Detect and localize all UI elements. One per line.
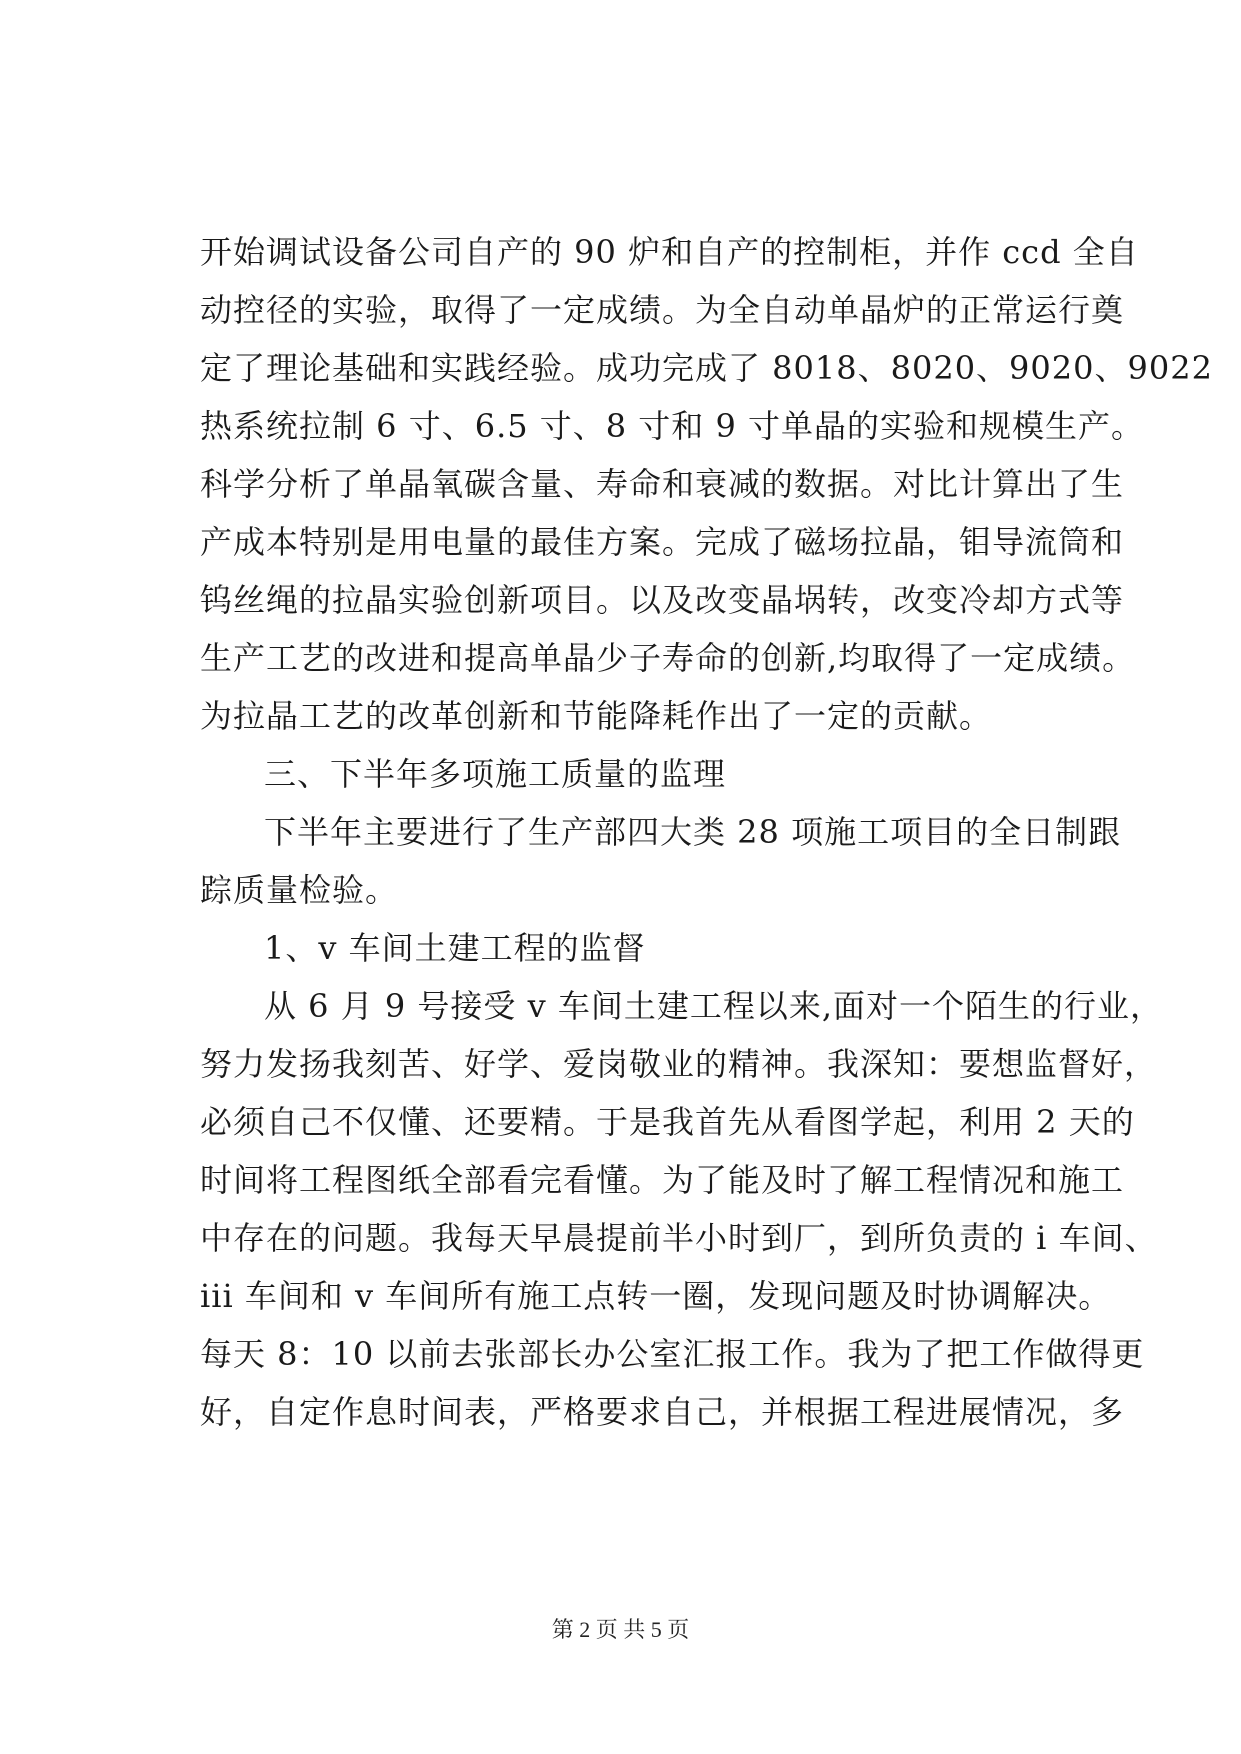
body-text-line: iii 车间和 v 车间所有施工点转一圈，发现问题及时协调解决。	[200, 1277, 1112, 1315]
body-text-line: 动控径的实验，取得了一定成绩。为全自动单晶炉的正常运行奠	[200, 291, 1125, 329]
subsection-heading: 1、v 车间土建工程的监督	[264, 929, 646, 967]
body-text-line: 踪质量检验。	[200, 871, 399, 909]
body-text-line: 必须自己不仅懂、还要精。于是我首先从看图学起，利用 2 天的	[200, 1103, 1135, 1141]
body-text-line: 定了理论基础和实践经验。成功完成了 8018、8020、9020、9022	[200, 349, 1213, 387]
page-number-footer: 第 2 页 共 5 页	[551, 1617, 690, 1642]
body-text-line: 为拉晶工艺的改革创新和节能降耗作出了一定的贡献。	[200, 697, 993, 735]
body-text-line: 努力发扬我刻苦、好学、爱岗敬业的精神。我深知：要想监督好，	[200, 1045, 1158, 1083]
body-text-line: 生产工艺的改进和提高单晶少子寿命的创新,均取得了一定成绩。	[200, 639, 1136, 677]
body-text-line: 每天 8：10 以前去张部长办公室汇报工作。我为了把工作做得更	[200, 1335, 1145, 1373]
body-text-line: 时间将工程图纸全部看完看懂。为了能及时了解工程情况和施工	[200, 1161, 1125, 1199]
body-text-line: 好，自定作息时间表，严格要求自己，并根据工程进展情况，多	[200, 1393, 1125, 1431]
body-text-line: 下半年主要进行了生产部四大类 28 项施工项目的全日制跟	[264, 813, 1122, 851]
body-text-line: 热系统拉制 6 寸、6.5 寸、8 寸和 9 寸单晶的实验和规模生产。	[200, 407, 1145, 445]
body-text-line: 产成本特别是用电量的最佳方案。完成了磁场拉晶，钼导流筒和	[200, 523, 1125, 561]
body-text-line: 钨丝绳的拉晶实验创新项目。以及改变晶埚转，改变冷却方式等	[200, 581, 1125, 619]
body-text-line: 开始调试设备公司自产的 90 炉和自产的控制柜，并作 ccd 全自	[200, 233, 1139, 271]
body-text-line: 从 6 月 9 号接受 v 车间土建工程以来,面对一个陌生的行业，	[264, 987, 1164, 1025]
body-text-line: 科学分析了单晶氧碳含量、寿命和衰减的数据。对比计算出了生	[200, 465, 1125, 503]
body-text-line: 中存在的问题。我每天早晨提前半小时到厂，到所负责的 i 车间、	[200, 1219, 1158, 1257]
section-heading: 三、下半年多项施工质量的监理	[264, 755, 727, 793]
